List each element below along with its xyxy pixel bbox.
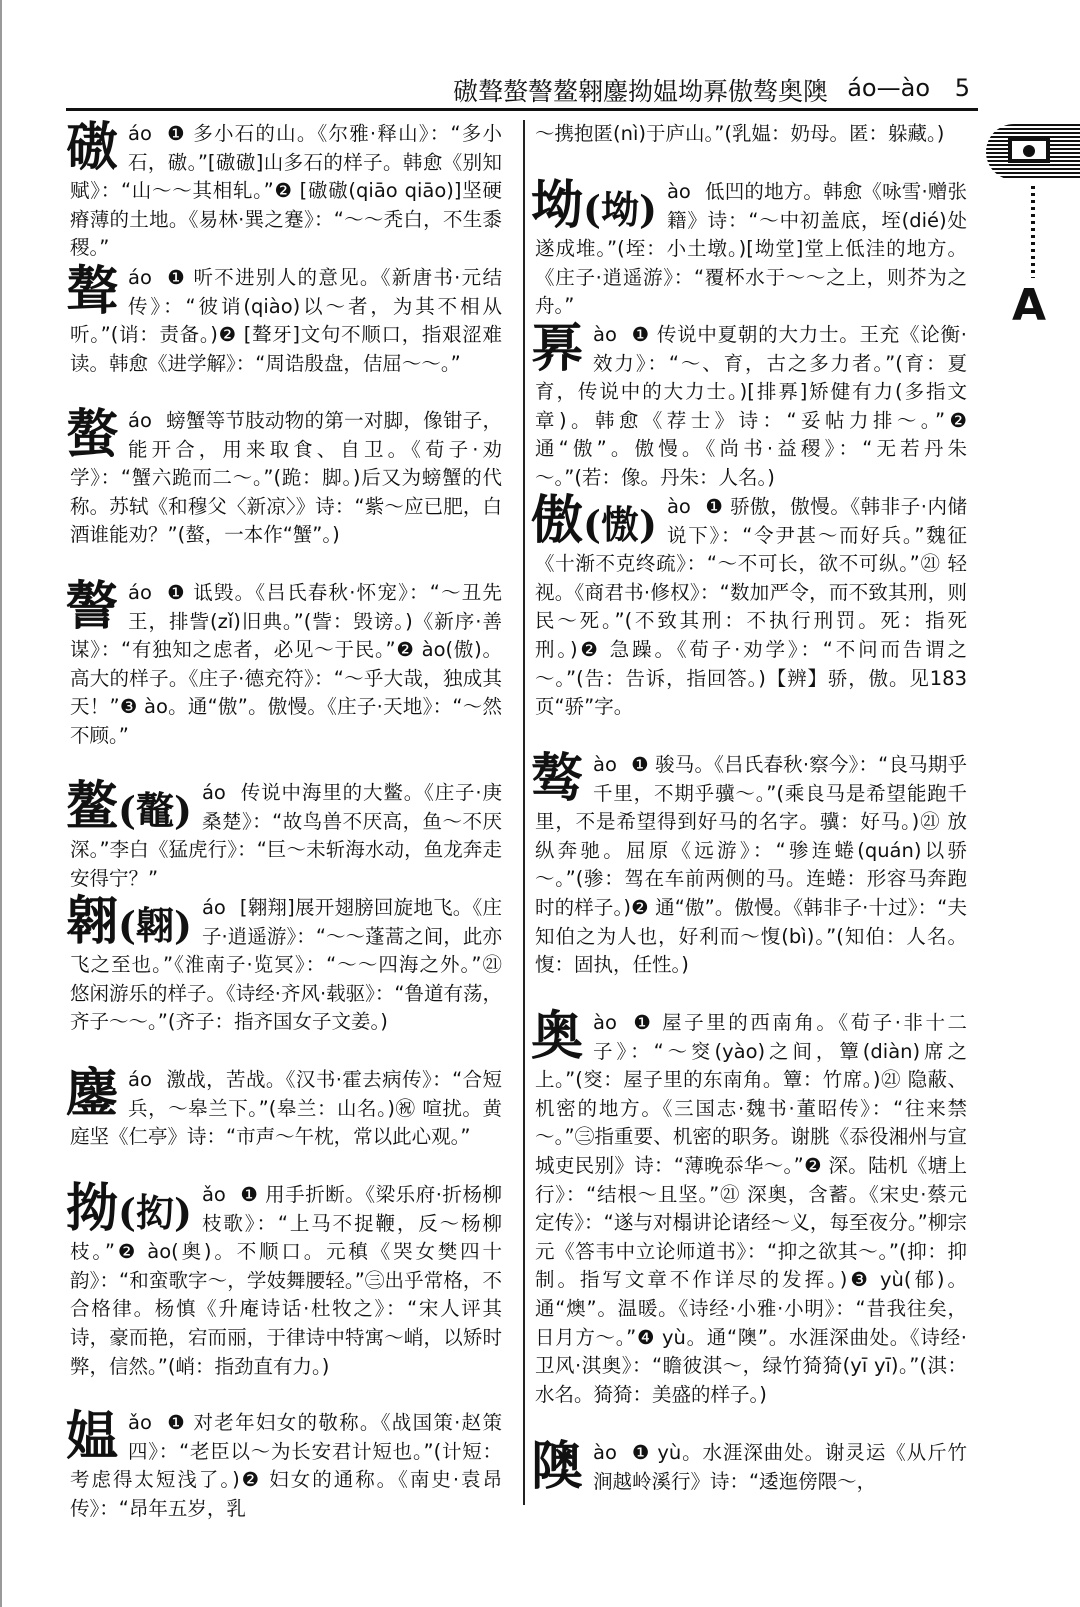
dictionary-entry (66, 1406, 502, 1523)
dictionary-entry (531, 318, 967, 493)
pinyin: ǎo (128, 1411, 152, 1434)
pinyin: áo (201, 781, 226, 804)
headword: 奡 (531, 318, 584, 379)
dictionary-entry (66, 576, 502, 779)
pinyin: ào (593, 323, 617, 346)
right-column (531, 120, 967, 1497)
page-number: 5 (954, 74, 970, 102)
pinyin: ǎo (201, 1183, 226, 1206)
pinyin: áo (128, 122, 152, 145)
headword: 坳(坳) (531, 175, 657, 236)
definition-text: ❶ 屋子里的西南角。《荀子·非十二子》：“～窔(yào)之间，簟(diàn)席之上。”(窔：屋子里的东南角。簟：竹席。)㉑ 隐蔽、机密的地方。《三国志·魏书·董昭传》：“往来禁～。”㊂指重要、机密的职务。谢朓《忝役湘州与宣城吏民别》诗：“薄晚忝华～。”❷ 深。陆机《塘上行》：“结根～且坚。”㉑ 深奥，含蓄。《宋史·蔡元定传》：“遂与对榻讲论诸经～义，每至夜分。”柳宗元《答韦中立论师道书》：“抑之欲其～。”(抑：抑制。指写文章不作详尽的发挥。)❸ yù(郁)。通“燠”。温暖。《诗经·小雅·小明》：“昔我往矣，日月方～。”❹ yù。通“隩”。水涯深曲处。《诗经·卫风·淇奥》：“瞻彼淇～，绿竹猗猗(yī yī)。”(淇：水名。猗猗：美盛的样子。) (535, 1011, 967, 1406)
definition-text: 传说中海里的大鳖。《庄子·庚桑楚》：“故鸟兽不厌高，鱼～不厌深。”李白《猛虎行》：“巨～未斩海水动，鱼龙奔走安得宁？” (70, 781, 502, 890)
pinyin: ào (593, 1011, 617, 1034)
dictionary-entry (531, 748, 967, 1009)
definition-text: 螃蟹等节肢动物的第一对脚，像钳子，能开合，用来取食、自卫。《荀子·劝学》：“蟹六跪而二～。”(跪：脚。)后又为螃蟹的代称。苏轼《和穆父〈新凉〉》诗：“紫～应已肥，白酒谁能劝？”(螯，一本作“蟹”。) (70, 409, 502, 547)
pinyin: áo (128, 409, 152, 432)
definition-text: ❶ 骄傲，傲慢。《韩非子·内储说下》：“令尹甚～而好兵。”魏征《十渐不克终疏》：“～不可长，欲不可纵。”㉑ 轻视。《商君书·修权》：“数加严令，而不致其刑，则民～死。”(不致其刑：不执行刑罚。死：指死刑。)❷ 急躁。《荀子·劝学》：“不问而告谓之～。”(告：告诉，指回答。)【辨】骄，傲。见183页“骄”字。 (535, 495, 967, 719)
definition-text: ❶ 听不进别人的意见。《新唐书·元结传》：“彼诮(qiào)以～者，为其不相从听。”(诮：责备。)❷ [聱牙]文句不顺口，指艰涩难读。韩愈《进学解》：“周诰殷盘，佶屈～～。” (70, 266, 502, 375)
pinyin: áo (128, 266, 152, 289)
header-character-list: 磝聱螯謷鳌翱鏖拗媪坳奡傲骜奥隩 (452, 77, 828, 106)
dictionary-entry (531, 1006, 967, 1439)
headword: 傲(慠) (531, 490, 657, 551)
continued-text: ～携抱匿(nì)于庐山。”(乳媪：奶母。匿：躲藏。) (535, 122, 945, 145)
definition-text: 激战，苦战。《汉书·霍去病传》：“合短兵，～皋兰下。”(皋兰：山名。)㊗ 喧扰。黄庭坚《仁亭》诗：“市声～午枕，常以此心观。” (70, 1068, 502, 1149)
dictionary-entry (66, 776, 502, 894)
definition-text: [翱翔]展开翅膀回旋地飞。《庄子·逍遥游》：“～～蓬蒿之间，此亦飞之至也。”《淮南子·览冥》：“～～四海之外。”㉑ 悠闲游乐的样子。《诗经·齐风·载驱》：“鲁道有荡，齐子～～。”(齐子：指齐国女子文姜。) (70, 896, 502, 1034)
section-letter: A (1012, 280, 1047, 331)
pinyin: ào (666, 180, 691, 203)
dictionary-entry (531, 1436, 967, 1497)
pinyin: áo (201, 896, 226, 919)
pinyin: ào (593, 753, 617, 776)
dictionary-entry (531, 175, 967, 321)
headword: 鏖 (66, 1063, 119, 1124)
definition-text: ❶ 多小石的山。《尔雅·释山》：“多小石，磝。”[磝磝]山多石的样子。韩愈《别知赋》：“山～～其相轧。”❷ [磝磝(qiāo qiāo)]坚硬瘠薄的土地。《易林·巽之蹇》：“～～秃白，不生黍稷。” (70, 122, 502, 260)
definition-text: 低凹的地方。韩愈《咏雪·赠张籍》诗：“～中初盖底，垤(dié)处遂成堆。”(垤：小土墩。)[坳堂]堂上低洼的地方。《庄子·逍遥游》：“覆杯水于～～之上，则芥为之舟。” (535, 180, 967, 318)
definition-text: ❶ 传说中夏朝的大力士。王充《论衡·效力》：“～、育，古之多力者。”(育：夏育，传说中的大力士。)[排奡]矫健有力(多指文章)。韩愈《荐士》诗：“妥帖力排～。”❷ 通“傲”。傲慢。《尚书·益稷》：“无若丹朱～。”(若：像。丹朱：人名。) (535, 323, 967, 489)
running-header (66, 70, 978, 111)
headword: 拗(抝) (66, 1178, 192, 1239)
header-pinyin-range: áo—ào (847, 74, 930, 102)
headword: 螯 (66, 404, 119, 465)
headword: 奥 (531, 1006, 584, 1067)
headword: 隩 (531, 1436, 584, 1497)
thumb-index-tab (986, 124, 1080, 180)
dotted-leader (1031, 186, 1035, 278)
headword: 聱 (66, 261, 119, 322)
definition-text: ❶ 用手折断。《梁乐府·折杨柳枝歌》：“上马不捉鞭，反～杨柳枝。”❷ ào(奥)。不顺口。元稹《哭女樊四十韵》：“和蛮歌字～，学妓舞腰轻。”㊂出乎常格，不合格律。杨慎《升庵诗话·杜牧之》：“宋人评其诗，豪而艳，宕而丽，于律诗中特寓～峭，以矫时弊，信然。”(峭：指劲直有力。) (70, 1183, 502, 1378)
headword: 謷 (66, 576, 119, 637)
dictionary-entry (66, 891, 502, 1066)
headword: 媪 (66, 1406, 119, 1467)
pinyin: ào (593, 1441, 617, 1464)
definition-text: ❶ 骏马。《吕氏春秋·察今》：“良马期乎千里，不期乎骥～。”(乘良马是希望能跑千里，不是希望得到好马的名字。骥：好马。)㉑ 放纵奔驰。屈原《远游》：“骖连蜷(quán)以骄～。”(骖：驾在车前两侧的马。连蜷：形容马奔跑时的样子。)❷ 通“傲”。傲慢。《韩非子·十过》：“夫知伯之为人也，好利而～愎(bì)。”(知伯：人名。愎：固执，任性。) (535, 753, 967, 977)
definition-text: ❶ 对老年妇女的敬称。《战国策·赵策四》：“老臣以～为长安君计短也。”(计短：考虑得太短浅了。)❷ 妇女的通称。《南史·袁昂传》：“昂年五岁，乳 (70, 1411, 502, 1520)
dictionary-entry (66, 261, 502, 407)
dictionary-entry (66, 1178, 502, 1409)
pinyin: áo (128, 581, 152, 604)
pinyin: áo (128, 1068, 152, 1091)
column-divider (523, 120, 525, 1505)
page-edge (0, 0, 2, 1607)
dictionary-entry (531, 490, 967, 751)
headword: 鳌(鼇) (66, 776, 192, 837)
dictionary-entry (66, 404, 502, 579)
dictionary-entry (66, 117, 502, 264)
dictionary-entry (66, 1063, 502, 1181)
headword: 磝 (66, 117, 119, 178)
headword: 骜 (531, 748, 584, 809)
definition-text: ❶ yù。水涯深曲处。谢灵运《从斤竹涧越岭溪行》诗：“逶迤傍隈～， (593, 1441, 967, 1493)
left-column (66, 117, 502, 1523)
definition-text: ❶ 诋毁。《吕氏春秋·怀宠》：“～丑先王，排訾(zǐ)旧典。”(訾：毁谤。)《新序·善谋》：“有独知之虑者，必见～于民。”❷ ào(傲)。高大的样子。《庄子·德充符》：“～乎大哉，独成其天！”❸ ào。通“傲”。傲慢。《庄子·天地》：“～然不顾。” (70, 581, 502, 747)
pinyin: ào (666, 495, 691, 518)
headword: 翱(翺) (66, 891, 192, 952)
book-icon (1008, 137, 1050, 163)
